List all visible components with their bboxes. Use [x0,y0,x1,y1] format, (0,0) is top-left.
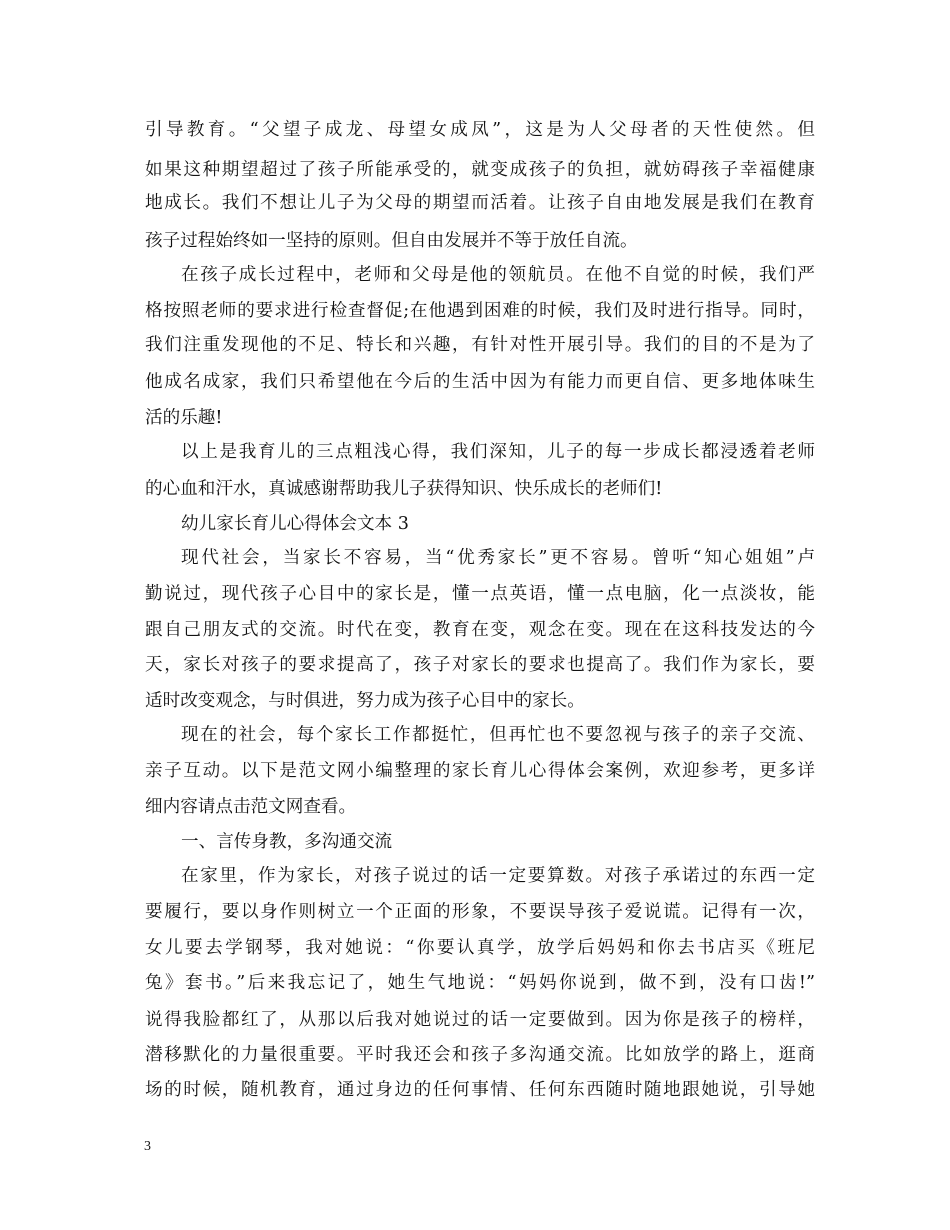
text-line-24: 女儿要去学钢琴，我对她说：“你要认真学，放学后妈妈和你去书店买《班尼 [145,938,815,958]
text-line-20: 细内容请点击范文网查看。 [145,797,357,817]
text-line-3: 地成长。我们不想让儿子为父母的期望而活着。让孩子自由地发展是我们在教育 [145,193,815,213]
text-line-25: 兔》套书。”后来我忘记了，她生气地说：“妈妈你说到，做不到，没有口齿!” [145,973,815,993]
text-line-26: 说得我脸都红了，从那以后我对她说过的话一定要做到。因为你是孩子的榜样， [145,1010,815,1030]
text-line-1: 引导教育。“父望子成龙、母望女成凤”，这是为人父母者的天性使然。但 [145,120,815,140]
text-line-2: 如果这种期望超过了孩子所能承受的，就变成孩子的负担，就妨碍孩子幸福健康 [145,160,815,180]
subheading-communication: 一、言传身教，多沟通交流 [181,832,393,852]
text-line-5: 在孩子成长过程中，老师和父母是他的领航员。在他不自觉的时候，我们严 [181,265,815,285]
text-line-4: 孩子过程始终如一坚持的原则。但自由发展并不等于放任自流。 [145,231,638,251]
text-line-18: 现在的社会，每个家长工作都挺忙，但再忙也不要忽视与孩子的亲子交流、 [181,725,815,745]
section-heading-3: 幼儿家长育儿心得体会文本 3 [181,514,409,534]
text-line-22: 在家里，作为家长，对孩子说过的话一定要算数。对孩子承诺过的东西一定 [181,866,815,886]
text-line-8: 他成名成家，我们只希望他在今后的生活中因为有能力而更自信、更多地体味生 [145,372,815,392]
text-line-16: 天，家长对孩子的要求提高了，孩子对家长的要求也提高了。我们作为家长，要 [145,655,815,675]
text-line-11: 的心血和汗水，真诚感谢帮助我儿子获得知识、快乐成长的老师们! [145,479,663,499]
text-line-15: 跟自己朋友式的交流。时代在变，教育在变，观念在变。现在在这科技发达的今 [145,620,815,640]
text-line-7: 我们注重发现他的不足、特长和兴趣，有针对性开展引导。我们的目的不是为了 [145,335,815,355]
text-line-19: 亲子互动。以下是范文网小编整理的家长育儿心得体会案例，欢迎参考，更多详 [145,761,815,781]
text-line-23: 要履行，要以身作则树立一个正面的形象，不要误导孩子爱说谎。记得有一次， [145,902,815,922]
text-line-27: 潜移默化的力量很重要。平时我还会和孩子多沟通交流。比如放学的路上，逛商 [145,1045,815,1065]
text-line-28: 场的时候，随机教育，通过身边的任何事情、任何东西随时随地跟她说，引导她 [145,1080,815,1100]
text-line-14: 勤说过，现代孩子心目中的家长是，懂一点英语，懂一点电脑，化一点淡妆，能 [145,584,815,604]
text-line-10: 以上是我育儿的三点粗浅心得，我们深知，儿子的每一步成长都浸透着老师 [181,442,815,462]
page-number: 3 [144,1139,151,1154]
text-line-17: 适时改变观念，与时俱进，努力成为孩子心目中的家长。 [145,691,585,711]
text-line-6: 格按照老师的要求进行检查督促;在他遇到困难的时候，我们及时进行指导。同时， [145,301,815,321]
text-line-9: 活的乐趣! [145,408,223,428]
text-line-13: 现代社会，当家长不容易，当“优秀家长”更不容易。曾听“知心姐姐”卢 [181,548,815,568]
